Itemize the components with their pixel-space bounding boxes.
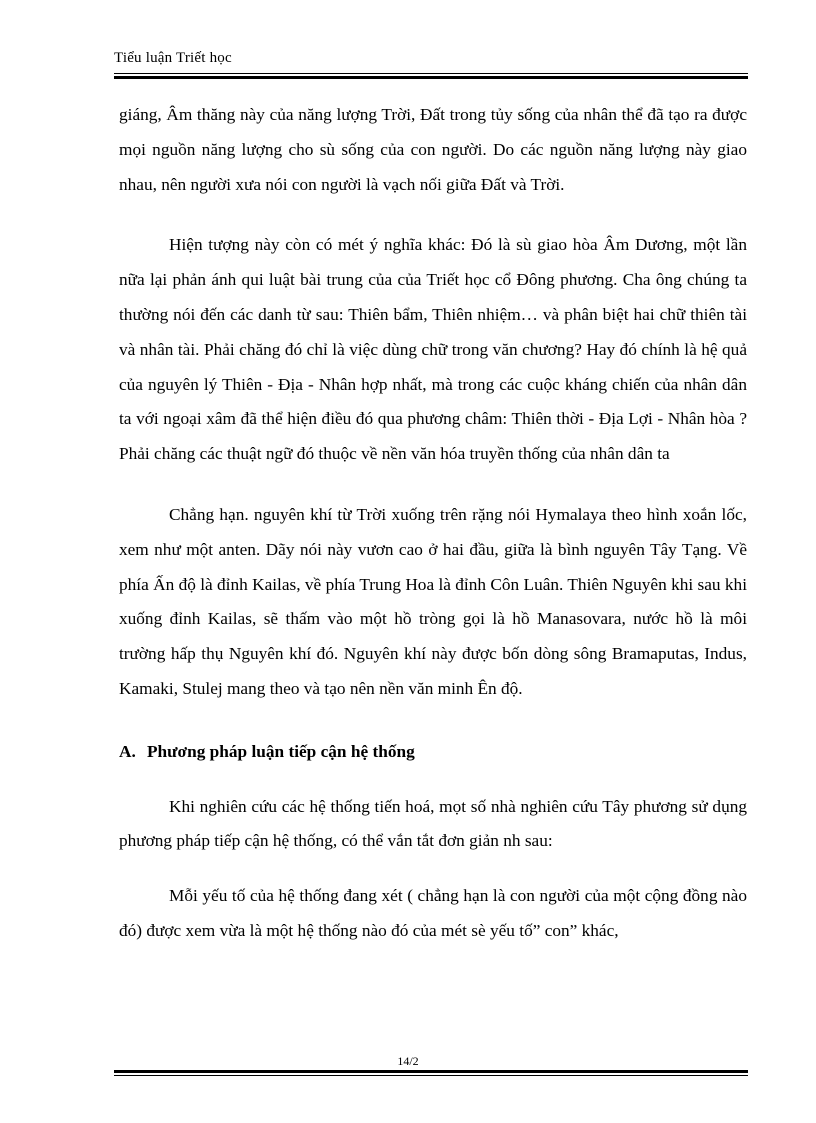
footer-rule-thick bbox=[114, 1070, 748, 1073]
header-rule-thin bbox=[114, 73, 748, 74]
section-label: A. bbox=[119, 741, 136, 761]
footer-rule-thin bbox=[114, 1075, 748, 1076]
paragraph-continuation: giáng, Âm thăng này của năng lượng Trời, Đất trong tủy sống của nhân thể đã tạo ra được mọi nguồn năng lượng cho sù sống của con người. Do các nguồn năng lượng này giao nhau, nên người xưa nói con người là vạch nối giữa Đất và Trời. bbox=[119, 105, 747, 194]
paragraph-am-duong: Hiện tượng này còn có mét ý nghĩa khác: Đó là sù giao hòa Âm Dương, một lần nữa lại phản ánh qui luật bài trung của của Triết học cổ Đông phương. Cha ông chúng ta thường nói đến các danh từ sau: Thiên bẩm, Thiên nhiệm… và phân biệt hai chữ thiên tài và nhân tài. Phải chăng đó chỉ là việc dùng chữ trong văn chương? Hay đó chính là hệ quả của nguyên lý Thiên - Địa - Nhân hợp nhất, mà trong các cuộc kháng chiến của nhân dân ta với ngoại xâm đã thể hiện điều đó qua phương châm: Thiên thời - Địa Lợi - Nhân hòa ? Phải chăng các thuật ngữ đó thuộc về nền văn hóa truyền thống của nhân dân ta bbox=[119, 235, 747, 464]
page-body bbox=[119, 98, 747, 949]
header-rule-thick bbox=[114, 76, 748, 79]
paragraph-hymalaya: Chẳng hạn. nguyên khí từ Trời xuống trên rặng nói Hymalaya theo hình xoắn lốc, xem như một anten. Dãy nói này vươn cao ở hai đầu, giữa là bình nguyên Tây Tạng. Về phía Ấn độ là đỉnh Kailas, về phía Trung Hoa là đỉnh Côn Luân. Thiên Nguyên khi sau khi xuống đỉnh Kailas, sẽ thấm vào một hồ tròng gọi là hồ Manasovara, nước hồ là môi trường hấp thụ Nguyên khí đó. Nguyên khí này được bốn dòng sông Bramaputas, Indus, Kamaki, Stulej mang theo và tạo nên nền văn minh Ên độ. bbox=[119, 504, 747, 698]
paragraph-system-approach: Khi nghiên cứu các hệ thống tiến hoá, mọt số nhà nghiên cứu Tây phương sử dụng phương pháp tiếp cận hệ thống, có thể vắn tắt đơn giản nh sau: bbox=[119, 796, 747, 851]
paragraph-system-element: Mỗi yếu tố của hệ thống đang xét ( chẳng hạn là con người của một cộng đồng nào đó) được xem vừa là một hệ thống nào đó của mét sè yếu tố” con” khác, bbox=[119, 886, 747, 940]
section-heading bbox=[119, 735, 747, 770]
page-number: 14/2 bbox=[397, 1054, 419, 1068]
section-title: Phương pháp luận tiếp cận hệ thống bbox=[147, 741, 415, 761]
header-title: Tiểu luận Triết học bbox=[114, 50, 232, 66]
